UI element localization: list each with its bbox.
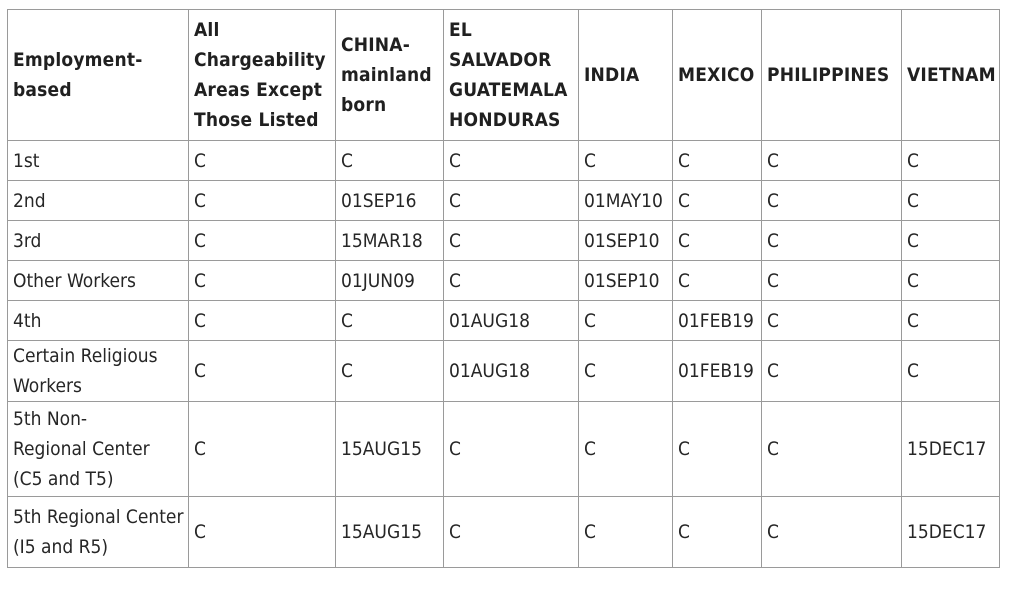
table-row — [8, 221, 1000, 261]
table-cell: C — [444, 497, 579, 568]
table-cell: C — [762, 141, 902, 181]
table-cell: C — [444, 221, 579, 261]
table-cell: C — [444, 402, 579, 497]
header-el-salvador-guatemala-honduras: EL SALVADOR GUATEMALA HONDURAS — [444, 10, 579, 141]
table-cell: C — [444, 141, 579, 181]
table-cell: C — [579, 497, 673, 568]
table-cell: C — [444, 181, 579, 221]
table-cell: C — [673, 261, 762, 301]
table-cell: 01AUG18 — [444, 341, 579, 402]
header-india: INDIA — [579, 10, 673, 141]
table-cell: 01FEB19 — [673, 341, 762, 402]
table-row — [8, 497, 1000, 568]
table-cell: C — [189, 221, 336, 261]
row-label: 5th Regional Center (I5 and R5) — [8, 497, 189, 568]
table-cell: C — [579, 402, 673, 497]
table-cell: C — [336, 341, 444, 402]
row-label: 2nd — [8, 181, 189, 221]
table-cell: C — [444, 261, 579, 301]
table-cell: C — [762, 181, 902, 221]
table-cell: C — [762, 221, 902, 261]
header-all-chargeability: All Chargeability Areas Except Those Listed — [189, 10, 336, 141]
table-cell: C — [902, 221, 1000, 261]
table-cell: 01JUN09 — [336, 261, 444, 301]
table-row — [8, 301, 1000, 341]
row-label: Other Workers — [8, 261, 189, 301]
table-cell: C — [762, 497, 902, 568]
header-philippines: PHILIPPINES — [762, 10, 902, 141]
table-cell: 01SEP16 — [336, 181, 444, 221]
header-employment-based: Employment- based — [8, 10, 189, 141]
table-cell: C — [762, 341, 902, 402]
row-label: 3rd — [8, 221, 189, 261]
table-cell: C — [189, 181, 336, 221]
row-label: Certain Religious Workers — [8, 341, 189, 402]
table-row — [8, 141, 1000, 181]
table-row — [8, 341, 1000, 402]
table-cell: C — [189, 341, 336, 402]
visa-bulletin-table-container — [7, 9, 1000, 568]
table-cell: 01SEP10 — [579, 261, 673, 301]
header-china: CHINA- mainland born — [336, 10, 444, 141]
table-cell: C — [579, 341, 673, 402]
table-cell: C — [673, 181, 762, 221]
table-row — [8, 261, 1000, 301]
table-cell: C — [902, 261, 1000, 301]
table-cell: 01MAY10 — [579, 181, 673, 221]
table-cell: C — [189, 402, 336, 497]
table-cell: 15DEC17 — [902, 497, 1000, 568]
table-cell: C — [189, 301, 336, 341]
table-cell: 15DEC17 — [902, 402, 1000, 497]
row-label: 1st — [8, 141, 189, 181]
table-cell: 15AUG15 — [336, 402, 444, 497]
table-cell: C — [673, 402, 762, 497]
table-cell: C — [336, 301, 444, 341]
table-cell: 01AUG18 — [444, 301, 579, 341]
table-cell: C — [189, 261, 336, 301]
table-cell: C — [902, 141, 1000, 181]
row-label: 4th — [8, 301, 189, 341]
table-cell: C — [762, 402, 902, 497]
header-mexico: MEXICO — [673, 10, 762, 141]
header-vietnam: VIETNAM — [902, 10, 1000, 141]
table-cell: C — [762, 261, 902, 301]
table-cell: C — [902, 301, 1000, 341]
table-cell: C — [902, 181, 1000, 221]
header-row — [8, 10, 1000, 141]
table-cell: 15MAR18 — [336, 221, 444, 261]
table-cell: C — [673, 221, 762, 261]
table-cell: C — [579, 301, 673, 341]
table-cell: C — [579, 141, 673, 181]
table-cell: 15AUG15 — [336, 497, 444, 568]
row-label: 5th Non- Regional Center (C5 and T5) — [8, 402, 189, 497]
visa-bulletin-table — [7, 9, 1000, 568]
table-cell: C — [336, 141, 444, 181]
table-cell: C — [673, 141, 762, 181]
table-cell: 01SEP10 — [579, 221, 673, 261]
table-cell: C — [189, 497, 336, 568]
table-row — [8, 181, 1000, 221]
table-cell: C — [902, 341, 1000, 402]
table-row — [8, 402, 1000, 497]
table-cell: C — [673, 497, 762, 568]
table-cell: C — [189, 141, 336, 181]
table-cell: C — [762, 301, 902, 341]
table-cell: 01FEB19 — [673, 301, 762, 341]
